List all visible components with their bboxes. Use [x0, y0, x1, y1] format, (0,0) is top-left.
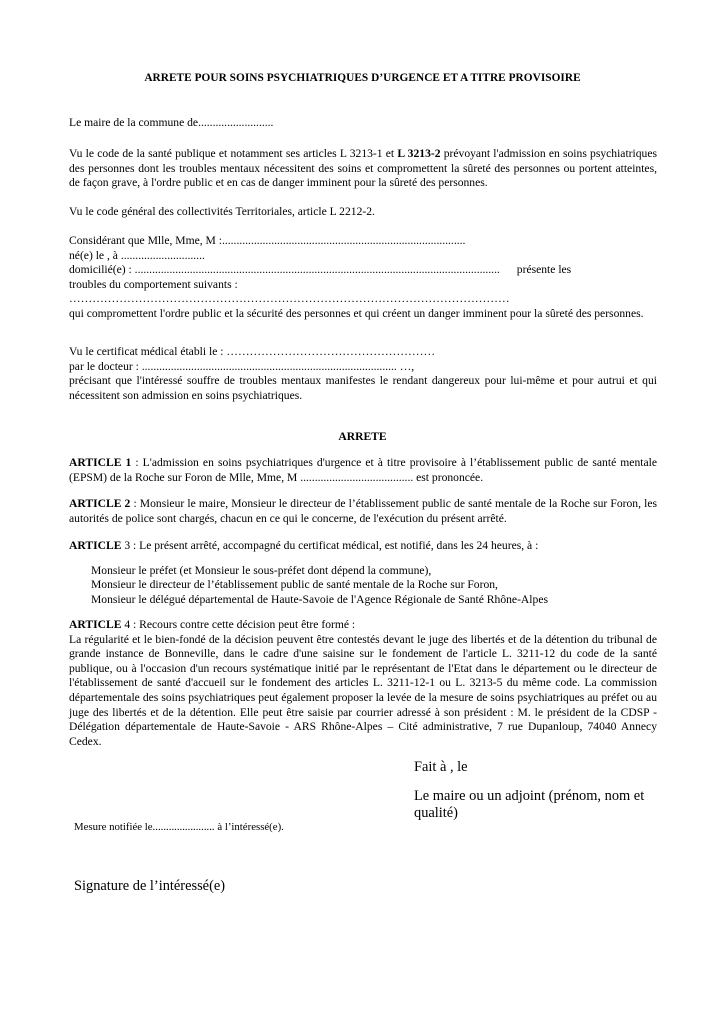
article-4-text: 4 : Recours contre cette décision peut être formé : — [121, 618, 356, 631]
certificat-section — [69, 345, 657, 403]
certificat-line-2: par le docteur : ........................................................................................ …, — [69, 359, 415, 373]
mesure-notifiee: Mesure notifiée le....................... à l’intéressé(e). — [74, 821, 284, 833]
arrete-heading: ARRETE — [338, 430, 387, 443]
article-2-text: : Monsieur le maire, Monsieur le directeur de l’établissement public de santé mentale de la Roche sur Foron, les autorités de police sont chargés, chacun en ce qui le concerne, de l'exécution du présent arrêté. — [69, 497, 657, 525]
article-3-text: 3 : Le présent arrêté, accompagné du certificat médical, est notifié, dans les 24 heures, à : — [121, 539, 539, 552]
article-4-label: ARTICLE — [69, 618, 122, 631]
vu-code-sante — [69, 147, 657, 191]
article-4 — [69, 618, 657, 749]
considerant-line-3 — [69, 263, 657, 278]
article-2 — [69, 497, 657, 526]
vu-code-sante-article: L 3213-2 — [397, 147, 441, 160]
maire-line-text: Le maire de la commune de.......................... — [69, 116, 274, 129]
recipient-item: Monsieur le préfet (et Monsieur le sous-préfet dont dépend la commune), — [91, 563, 432, 577]
certificat-line-3: précisant que l'intéressé souffre de troubles mentaux manifestes le rendant dangereux pour lui-même et pour autrui et qui nécessitent son admission en soins psychiatriques. — [69, 374, 657, 402]
fait-a: Fait à , le — [414, 759, 468, 775]
article-3-label: ARTICLE — [69, 539, 122, 552]
presente-les: présente les — [516, 263, 572, 277]
considerant-section — [69, 234, 657, 322]
maire-line — [69, 116, 657, 131]
article-1-label: ARTICLE 1 — [69, 456, 132, 469]
article-3-paragraph — [69, 539, 657, 554]
vu-code-sante-paragraph — [69, 147, 657, 191]
article-2-label: ARTICLE 2 — [69, 497, 131, 510]
recipient-item: Monsieur le directeur de l’établissement public de santé mentale de la Roche sur Foron, — [91, 578, 498, 592]
document-title: ARRETE POUR SOINS PSYCHIATRIQUES D’URGENCE ET A TITRE PROVISOIRE — [144, 72, 581, 84]
certificat-line-1: Vu le certificat médical établi le : ……………………………………………… — [69, 345, 436, 358]
article-3-recipients — [69, 564, 657, 608]
article-4-paragraph — [69, 618, 657, 633]
considerant-line-1: Considérant que Mlle, Mme, M :.................................................................................... — [69, 234, 466, 247]
article-1-text: : L'admission en soins psychiatriques d'urgence et à titre provisoire à l’établissement public de santé mentale (EPSM) de la Roche sur Foron de Mlle, Mme, M ....................................... est prononcée. — [69, 456, 657, 484]
article-2-paragraph — [69, 497, 657, 526]
maire-signature-block: Le maire ou un adjoint (prénom, nom et qualité) — [414, 788, 645, 821]
article-3 — [69, 539, 657, 607]
article-1-paragraph — [69, 456, 657, 485]
domicile-field: domicilié(e) : .............................................................................................................................. — [69, 263, 500, 277]
recipient-item: Monsieur le délégué départemental de Haute-Savoie de l'Agence Régionale de Santé Rhône-Alpes — [91, 592, 548, 606]
signature-interesse: Signature de l’intéressé(e) — [74, 878, 226, 894]
considerant-line-4: troubles du comportement suivants : — [69, 277, 238, 291]
article-4-body: La régularité et le bien-fondé de la décision peuvent être contestés devant le juge des libertés et de la détention du tribunal de grande instance de Bonneville, dans le cadre d'une saisine sur le fondement de l'article L. 3211-12 du code de la santé publique, ou à l'occasion d'un recours systématique initié par le représentant de l'Etat dans le département ou le directeur de l'établissement de santé d'accueil sur le fondement des articles L. 3211-12-1 ou L. 3213-5 du même code. La commission départementale des soins psychiatriques peut également proposer la levée de la mesure de soins psychiatriques au préfet ou au juge des libertés et de la détention. Elle peut être saisie par courrier adressé à son président : M. le président de la CDSP - Délégation départementale de Haute-Savoie - ARS Rhône-Alpes – Cité administrative, 7 rue Dupanloup, 74040 Annecy Cedex. — [69, 632, 657, 748]
vu-code-sante-before: Vu le code de la santé publique et notamment ses articles L 3213-1 et — [69, 147, 398, 160]
vu-cgct — [69, 205, 657, 220]
vu-cgct-text: Vu le code général des collectivités Territoriales, article L 2212-2. — [69, 205, 375, 218]
vu-code-sante-after: prévoyant l'admission en soins psychiatriques des personnes dont les troubles mentaux nécessitent des soins et compromettent la sûreté des personnes ou portent atteintes, de façon grave, à l'ordre public et en cas de danger imminent pour la sûreté des personnes. — [69, 147, 658, 190]
considerant-line-5: …………………………………………………………………………………………………… — [69, 292, 510, 306]
considerant-line-2: né(e) le , à ............................. — [69, 248, 205, 262]
considerant-line-6: qui compromettent l'ordre public et la sécurité des personnes et qui créent un danger imminent pour la sûreté des personnes. — [69, 306, 644, 320]
article-1 — [69, 456, 657, 485]
